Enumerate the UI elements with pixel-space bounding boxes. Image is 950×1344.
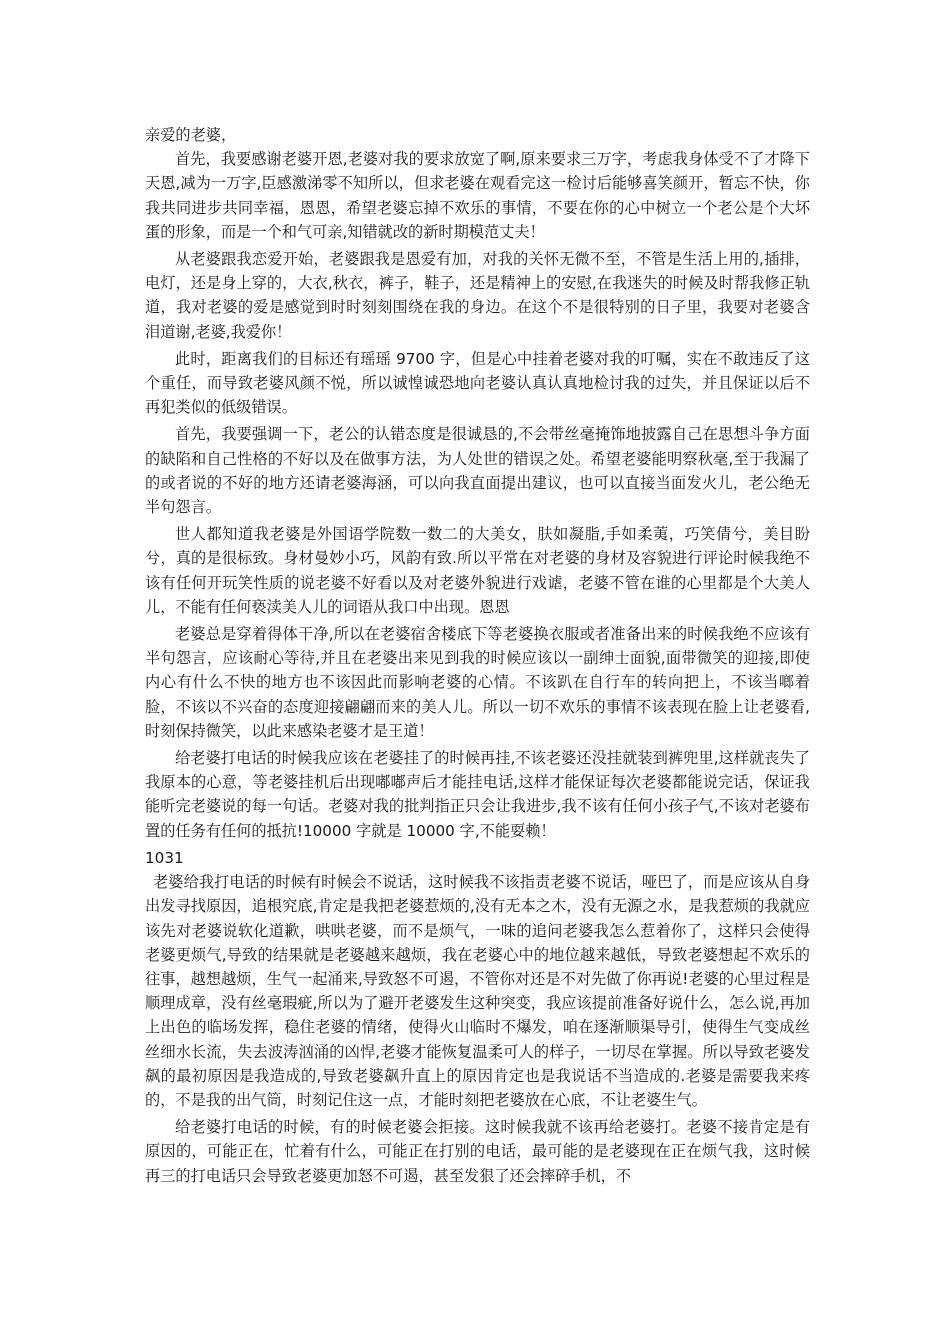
paragraph: 老婆给我打电话的时候有时候会不说话，这时候我不该指责老婆不说话，哑巴了，而是应该从自身出发寻找原因，追根究底,肯定是我把老婆惹烦的,没有无本之木，没有无源之水，是我惹烦的我就应该先对老婆说软化道歉，哄哄老婆，而不是烦气，一味的追问老婆我怎么惹着你了，这样只会使得老婆更烦气,导致的结果就是老婆越来越烦，我在老婆心中的地位越来越低，导致老婆想起不欢乐的往事，越想越烦，生气一起涌来,导致怒不可遏，不管你对还是不对先做了你再说!老婆的心里过程是顺理成章，没有丝毫瑕疵,所以为了避开老婆发生这种突变，我应该提前准备好说什么，怎么说,再加上出色的临场发挥，稳住老婆的情绪，使得火山临时不爆发，咱在逐渐顺渠导引，使得生气变成丝丝细水长流，失去波涛汹涌的凶悍,老婆才能恢复温柔可人的样子，一切尽在掌握。所以导致老婆发飙的最初原因是我造成的,导致老婆飙升直上的原因肯定也是我说话不当造成的.老婆是需要我来疼的，不是我的出气筒，时刻记住这一点，才能时刻把老婆放在心底，不让老婆生气。 bbox=[145, 873, 810, 1109]
paragraph: 此时，距离我们的目标还有瑶瑶 9700 字，但是心中挂着老婆对我的叮嘱，实在不敢违反了这个重任，而导致老婆风颜不悦，所以诚惶诚恐地向老婆认真认真地检讨我的过失，并且保证以后不再犯类似的低级错误。 bbox=[145, 349, 810, 417]
paragraph: 首先，我要强调一下，老公的认错态度是很诚恳的,不会带丝毫掩饰地披露自己在思想斗争方面的缺陷和自己性格的不好以及在做事方法，为人处世的错误之处。希望老婆能明察秋毫,至于我漏了的或者说的不好的地方还请老婆海涵，可以向我直面提出建议，也可以直接当面发火儿，老公绝无半句怨言。 bbox=[145, 425, 810, 517]
paragraph: 老婆总是穿着得体干净,所以在老婆宿舍楼底下等老婆换衣服或者准备出来的时候我绝不应该有半句怨言，应该耐心等待,并且在老婆出来见到我的时候应该以一副绅士面貌,面带微笑的迎接,即使内心有什么不快的地方也不该因此而影响老婆的心情。不该趴在自行车的转向把上，不该当啷着脸，不该以不兴奋的态度迎接翩翩而来的美人儿。所以一切不欢乐的事情不该表现在脸上让老婆看,时刻保持微笑，以此来感染老婆才是王道！ bbox=[145, 625, 810, 740]
paragraph: 给老婆打电话的时候我应该在老婆挂了的时候再挂,不该老婆还没挂就装到裤兜里,这样就丧失了我原本的心意，等老婆挂机后出现嘟嘟声后才能挂电话,这样才能保证每次老婆都能说完话，保证我能听完老婆说的每一句话。老婆对我的批判指正只会让我进步,我不该有任何小孩子气,不该对老婆布置的任务有任何的抵抗!10000 字就是 10000 字,不能耍赖！ bbox=[145, 749, 810, 840]
page-number: 1031 bbox=[145, 848, 184, 867]
paragraph: 给老婆打电话的时候，有的时候老婆会拒接。这时候我就不该再给老婆打。老婆不接肯定是有原因的，可能正在，忙着有什么，可能正在打别的电话，最可能的是老婆现在正在烦气我，这时候再三的打电话只会导致老婆更加怒不可遏，甚至发狠了还会摔碎手机，不 bbox=[145, 1118, 810, 1185]
paragraph: 从老婆跟我恋爱开始，老婆跟我是恩爱有加，对我的关怀无微不至，不管是生活上用的,插排，电灯，还是身上穿的，大衣,秋衣，裤子，鞋子，还是精神上的安慰,在我迷失的时候及时帮我修正轨道，我对老婆的爱是感觉到时时刻刻围绕在我的身边。在这个不是很特别的日子里，我要对老婆含泪道谢,老婆,我爱你！ bbox=[145, 250, 810, 341]
document-body bbox=[145, 123, 810, 1191]
paragraph: 首先，我要感谢老婆开恩,老婆对我的要求放宽了啊,原来要求三万字，考虑我身体受不了才降下天恩,减为一万字,臣感激涕零不知所以，但求老婆在观看完这一检讨后能够喜笑颜开，暂忘不快，你我共同进步共同幸福，恩恩，希望老婆忘掉不欢乐的事情，不要在你的心中树立一个老公是个大坏蛋的形象，而是一个和气可亲,知错就改的新时期模范丈夫！ bbox=[145, 150, 810, 241]
paragraph: 世人都知道我老婆是外国语学院数一数二的大美女，肤如凝脂,手如柔荑，巧笑倩兮，美目盼兮，真的是很标致。身材曼妙小巧，风韵有致.所以平常在对老婆的身材及容貌进行评论时候我绝不该有任何开玩笑性质的说老婆不好看以及对老婆外貌进行戏谑，老婆不管在谁的心里都是个大美人儿，不能有任何亵渎美人儿的词语从我口中出现。恩恩 bbox=[145, 525, 810, 616]
salutation: 亲爱的老婆， bbox=[145, 126, 237, 144]
